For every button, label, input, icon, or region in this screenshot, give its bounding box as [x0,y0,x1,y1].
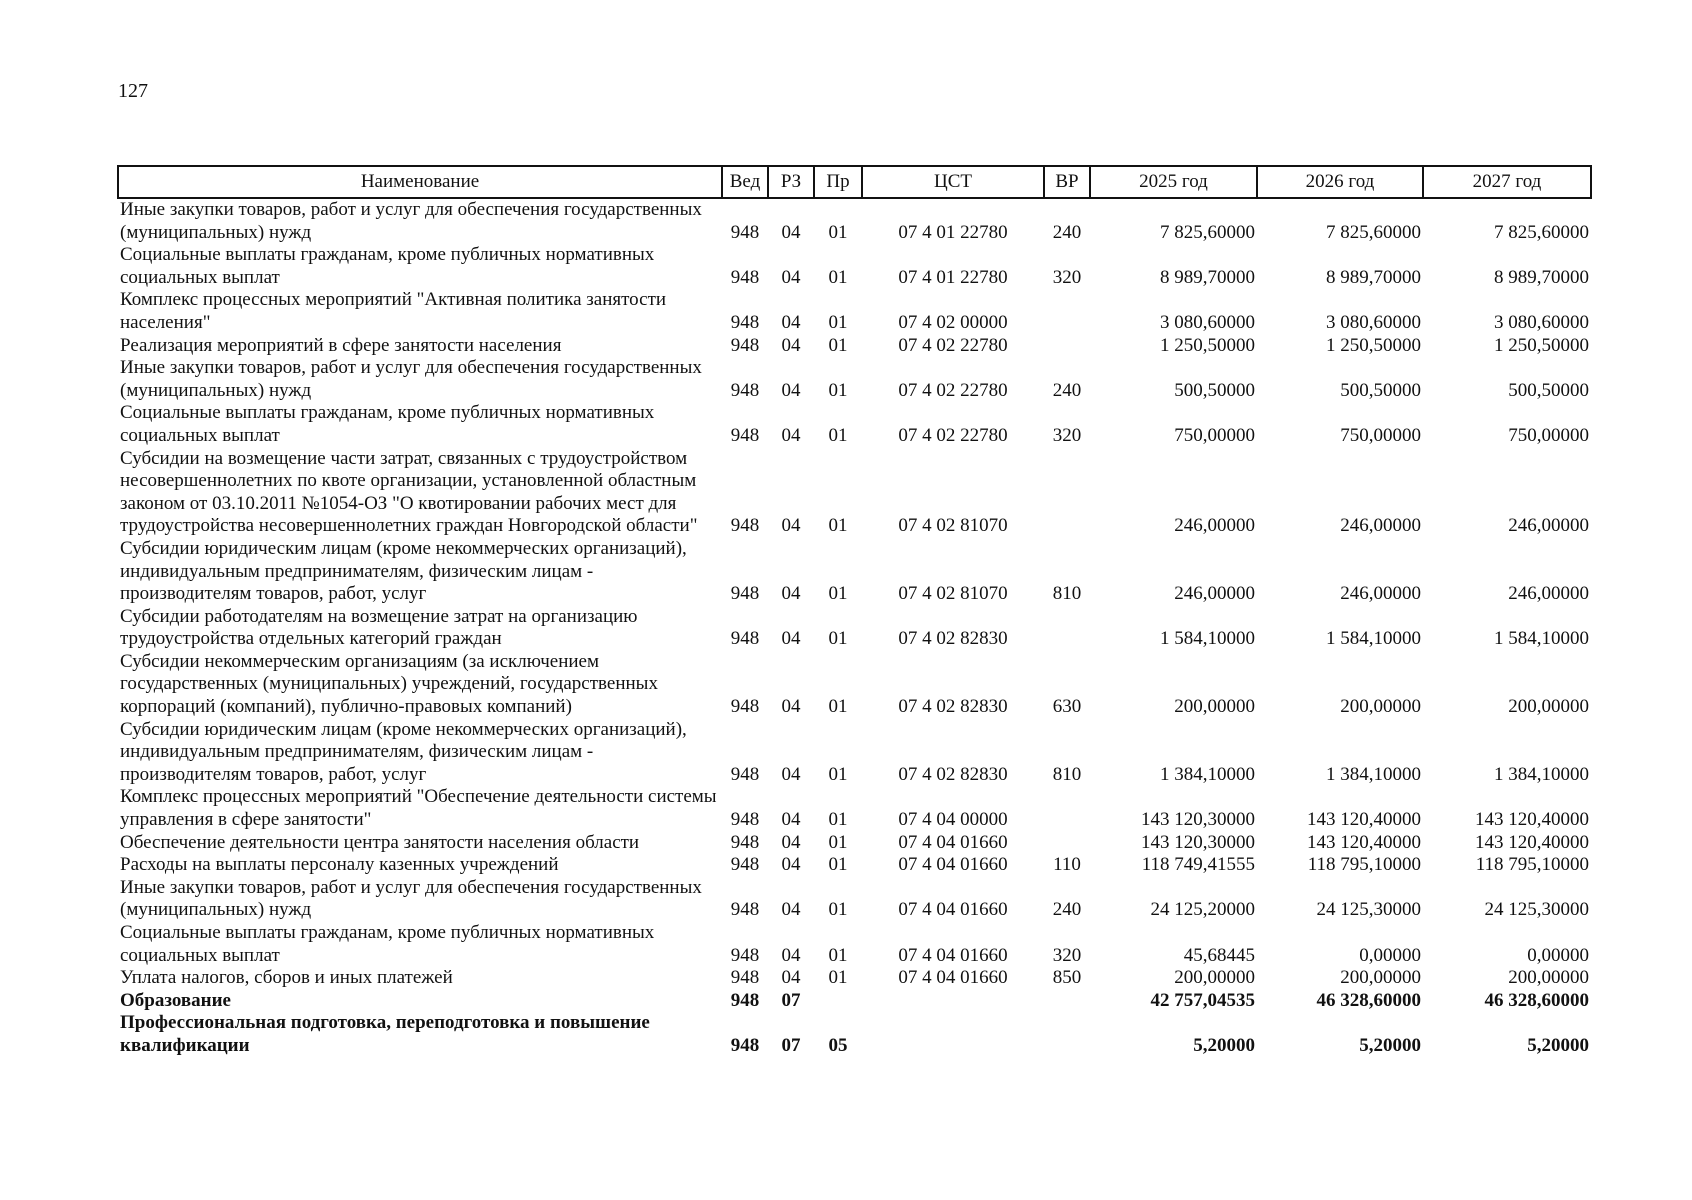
cell-pr: 01 [828,424,848,446]
cell-y2026: 3 080,60000 [1326,311,1421,333]
cell-pr: 01 [828,334,848,356]
cell-y2026: 143 120,40000 [1307,831,1421,853]
cell-y2026: 500,50000 [1340,379,1421,401]
cell-y2025: 500,50000 [1174,379,1255,401]
cell-pr: 01 [828,809,848,831]
cell-ved: 948 [730,854,760,876]
table-row [118,606,1591,651]
cell-pr: 01 [828,515,848,537]
cell-cst: 07 4 04 00000 [898,809,1008,831]
cell-cst: 07 4 02 22780 [898,424,1008,446]
table-row [118,922,1591,967]
cell-y2025: 1 250,50000 [1160,334,1255,356]
cell-rz: 04 [781,515,801,537]
cell-vr: 240 [1052,899,1082,921]
cell-y2025: 1 384,10000 [1160,763,1255,785]
cell-ved: 948 [730,583,760,605]
cell-y2026: 118 795,10000 [1307,854,1421,876]
cell-y2026: 200,00000 [1340,967,1421,989]
cell-y2027: 1 384,10000 [1494,763,1589,785]
cell-y2027: 5,20000 [1527,1034,1589,1056]
cell-name: Социальные выплаты гражданам, кроме публичных нормативных социальных выплат [120,402,655,446]
cell-pr: 01 [828,854,848,876]
cell-y2025: 118 749,41555 [1141,854,1255,876]
cell-vr [1044,832,1090,855]
budget-table [117,165,1592,1058]
cell-y2025: 24 125,20000 [1150,899,1255,921]
cell-name: Социальные выплаты гражданам, кроме публичных нормативных социальных выплат [120,244,655,288]
header-2026: 2026 год [1257,166,1423,198]
cell-rz: 04 [781,967,801,989]
cell-y2025: 143 120,30000 [1141,831,1255,853]
cell-y2026: 5,20000 [1359,1034,1421,1056]
cell-ved: 948 [730,967,760,989]
cell-cst: 07 4 02 22780 [898,379,1008,401]
table-row [118,402,1591,447]
table-row [118,719,1591,787]
cell-name: Иные закупки товаров, работ и услуг для обеспечения государственных (муниципальных) нужд [120,199,702,243]
cell-y2025: 1 584,10000 [1160,628,1255,650]
cell-vr: 850 [1052,967,1082,989]
table-row [118,198,1591,244]
cell-vr: 320 [1052,266,1082,288]
cell-rz: 04 [781,221,801,243]
cell-y2026: 200,00000 [1340,696,1421,718]
cell-name: Расходы на выплаты персоналу казенных учреждений [120,854,559,876]
cell-pr: 01 [828,379,848,401]
cell-ved: 948 [730,1034,760,1056]
cell-vr [1044,786,1090,831]
table-row [118,832,1591,855]
table-row [118,538,1591,606]
header-ved: Вед [722,166,768,198]
table-row [118,244,1591,289]
cell-y2027: 200,00000 [1508,967,1589,989]
cell-y2026: 1 584,10000 [1326,628,1421,650]
cell-y2026: 143 120,40000 [1307,809,1421,831]
table-row [118,335,1591,358]
cell-y2026: 246,00000 [1340,583,1421,605]
cell-y2027: 143 120,40000 [1475,831,1589,853]
cell-cst: 07 4 04 01660 [898,831,1008,853]
cell-vr: 240 [1052,379,1082,401]
table-row [118,967,1591,990]
cell-ved: 948 [730,696,760,718]
cell-name: Иные закупки товаров, работ и услуг для обеспечения государственных (муниципальных) нужд [120,357,702,401]
cell-rz: 07 [781,989,801,1011]
cell-y2025: 5,20000 [1193,1034,1255,1056]
table-row [118,877,1591,922]
cell-y2027: 143 120,40000 [1475,809,1589,831]
cell-y2026: 750,00000 [1340,424,1421,446]
cell-cst: 07 4 01 22780 [898,221,1008,243]
cell-y2027: 246,00000 [1508,515,1589,537]
cell-pr: 01 [828,967,848,989]
cell-ved: 948 [730,899,760,921]
cell-ved: 948 [730,424,760,446]
cell-name: Субсидии некоммерческим организациям (за исключением государственных (муниципальных) учреждений, государственных корпораций (компаний), публично-правовых компаний) [120,650,658,718]
header-pr: Пр [814,166,862,198]
cell-pr [814,990,862,1013]
cell-vr: 810 [1052,583,1082,605]
cell-rz: 04 [781,628,801,650]
cell-cst: 07 4 02 82830 [898,628,1008,650]
cell-y2025: 7 825,60000 [1160,221,1255,243]
cell-vr [1044,990,1090,1013]
cell-ved: 948 [730,266,760,288]
cell-cst: 07 4 04 01660 [898,967,1008,989]
cell-ved: 948 [730,831,760,853]
cell-pr: 01 [828,831,848,853]
cell-ved: 948 [730,809,760,831]
cell-rz: 04 [781,763,801,785]
cell-y2026: 1 384,10000 [1326,763,1421,785]
table-row [118,289,1591,334]
header-cst: ЦСТ [862,166,1044,198]
header-2027: 2027 год [1423,166,1591,198]
cell-cst: 07 4 04 01660 [898,854,1008,876]
cell-y2027: 500,50000 [1508,379,1589,401]
cell-vr [1044,289,1090,334]
cell-vr: 810 [1052,763,1082,785]
header-name: Наименование [118,166,722,198]
cell-cst: 07 4 02 82830 [898,696,1008,718]
table-row [118,357,1591,402]
cell-cst: 07 4 02 82830 [898,763,1008,785]
cell-name: Обеспечение деятельности центра занятости населения области [120,831,640,853]
cell-rz: 04 [781,809,801,831]
cell-y2025: 143 120,30000 [1141,809,1255,831]
table-row [118,854,1591,877]
cell-y2025: 200,00000 [1174,696,1255,718]
cell-name: Комплекс процессных мероприятий "Обеспечение деятельности системы управления в сфере занятости" [120,786,717,831]
cell-pr: 01 [828,763,848,785]
cell-ved: 948 [730,628,760,650]
header-2025: 2025 год [1090,166,1257,198]
cell-vr: 630 [1052,696,1082,718]
cell-rz: 07 [781,1034,801,1056]
cell-y2026: 8 989,70000 [1326,266,1421,288]
cell-pr: 01 [828,628,848,650]
cell-name: Иные закупки товаров, работ и услуг для обеспечения государственных (муниципальных) нужд [120,876,702,921]
table-row [118,448,1591,538]
cell-rz: 04 [781,696,801,718]
cell-rz: 04 [781,831,801,853]
cell-vr: 110 [1053,854,1081,876]
cell-name: Образование [120,989,231,1011]
cell-vr [1044,335,1090,358]
cell-rz: 04 [781,854,801,876]
page-number: 127 [118,80,148,102]
cell-vr: 240 [1052,221,1082,243]
cell-pr: 01 [828,266,848,288]
cell-y2027: 1 584,10000 [1494,628,1589,650]
cell-y2027: 246,00000 [1508,583,1589,605]
cell-y2027: 118 795,10000 [1475,854,1589,876]
cell-name: Комплекс процессных мероприятий "Активная политика занятости населения" [120,289,667,333]
cell-ved: 948 [730,379,760,401]
cell-cst: 07 4 02 22780 [898,334,1008,356]
table-header-row [118,166,1591,198]
cell-pr: 01 [828,944,848,966]
cell-name: Социальные выплаты гражданам, кроме публичных нормативных социальных выплат [120,922,655,966]
cell-name: Субсидии работодателям на возмещение затрат на организацию трудоустройства отдельных категорий граждан [120,605,638,650]
cell-y2025: 42 757,04535 [1150,989,1255,1011]
table-row [118,786,1591,831]
cell-vr: 320 [1052,424,1082,446]
cell-cst [862,990,1044,1013]
cell-ved: 948 [730,311,760,333]
cell-y2027: 750,00000 [1508,424,1589,446]
cell-y2026: 246,00000 [1340,515,1421,537]
cell-y2027: 200,00000 [1508,696,1589,718]
cell-rz: 04 [781,944,801,966]
cell-ved: 948 [730,515,760,537]
cell-name: Реализация мероприятий в сфере занятости населения [120,334,562,356]
cell-pr: 05 [828,1034,848,1056]
cell-y2025: 8 989,70000 [1160,266,1255,288]
cell-vr [1044,606,1090,651]
cell-y2025: 3 080,60000 [1160,311,1255,333]
cell-name: Субсидии на возмещение части затрат, связанных с трудоустройством несовершеннолетних по квоте организации, установленной областным законом от 03.10.2011 №1054-ОЗ "О квотировании рабочих мест для трудоустройства несовершеннолетних граждан Новгородской области" [120,447,698,537]
cell-name: Профессиональная подготовка, переподготовка и повышение квалификации [120,1012,650,1056]
cell-y2027: 46 328,60000 [1484,989,1589,1011]
cell-pr: 01 [828,583,848,605]
cell-name: Субсидии юридическим лицам (кроме некоммерческих организаций), индивидуальным предпринимателям, физическим лицам - производителям товаров, работ, услуг [120,718,687,785]
cell-vr: 320 [1052,944,1082,966]
cell-name: Субсидии юридическим лицам (кроме некоммерческих организаций), индивидуальным предпринимателям, физическим лицам - производителям товаров, работ, услуг [120,537,687,605]
cell-y2026: 1 250,50000 [1326,334,1421,356]
header-rz: РЗ [768,166,814,198]
cell-ved: 948 [730,221,760,243]
cell-cst: 07 4 02 00000 [898,311,1008,333]
cell-cst: 07 4 02 81070 [898,583,1008,605]
cell-y2025: 45,68445 [1183,944,1255,966]
header-vr: ВР [1044,166,1090,198]
cell-rz: 04 [781,379,801,401]
table-row [118,990,1591,1013]
cell-vr [1044,448,1090,538]
cell-y2027: 3 080,60000 [1494,311,1589,333]
cell-y2025: 246,00000 [1174,583,1255,605]
cell-y2026: 46 328,60000 [1316,989,1421,1011]
cell-cst: 07 4 02 81070 [898,515,1008,537]
cell-cst: 07 4 04 01660 [898,899,1008,921]
cell-y2025: 246,00000 [1174,515,1255,537]
table-row [118,1012,1591,1057]
cell-vr [1044,1012,1090,1057]
cell-rz: 04 [781,266,801,288]
cell-y2026: 24 125,30000 [1316,899,1421,921]
cell-pr: 01 [828,311,848,333]
cell-rz: 04 [781,334,801,356]
cell-y2026: 7 825,60000 [1326,221,1421,243]
cell-rz: 04 [781,424,801,446]
cell-pr: 01 [828,221,848,243]
cell-y2027: 0,00000 [1527,944,1589,966]
cell-y2026: 0,00000 [1359,944,1421,966]
cell-pr: 01 [828,696,848,718]
cell-ved: 948 [730,944,760,966]
cell-ved: 948 [730,334,760,356]
cell-rz: 04 [781,311,801,333]
cell-cst: 07 4 01 22780 [898,266,1008,288]
cell-y2025: 200,00000 [1174,967,1255,989]
cell-pr: 01 [828,899,848,921]
cell-ved: 948 [730,989,760,1011]
cell-y2027: 24 125,30000 [1484,899,1589,921]
cell-name: Уплата налогов, сборов и иных платежей [120,967,453,989]
cell-y2027: 7 825,60000 [1494,221,1589,243]
cell-y2025: 750,00000 [1174,424,1255,446]
cell-y2027: 1 250,50000 [1494,334,1589,356]
cell-rz: 04 [781,583,801,605]
cell-cst [862,1012,1044,1057]
cell-cst: 07 4 04 01660 [898,944,1008,966]
cell-y2027: 8 989,70000 [1494,266,1589,288]
cell-ved: 948 [730,763,760,785]
table-row [118,651,1591,719]
cell-rz: 04 [781,899,801,921]
